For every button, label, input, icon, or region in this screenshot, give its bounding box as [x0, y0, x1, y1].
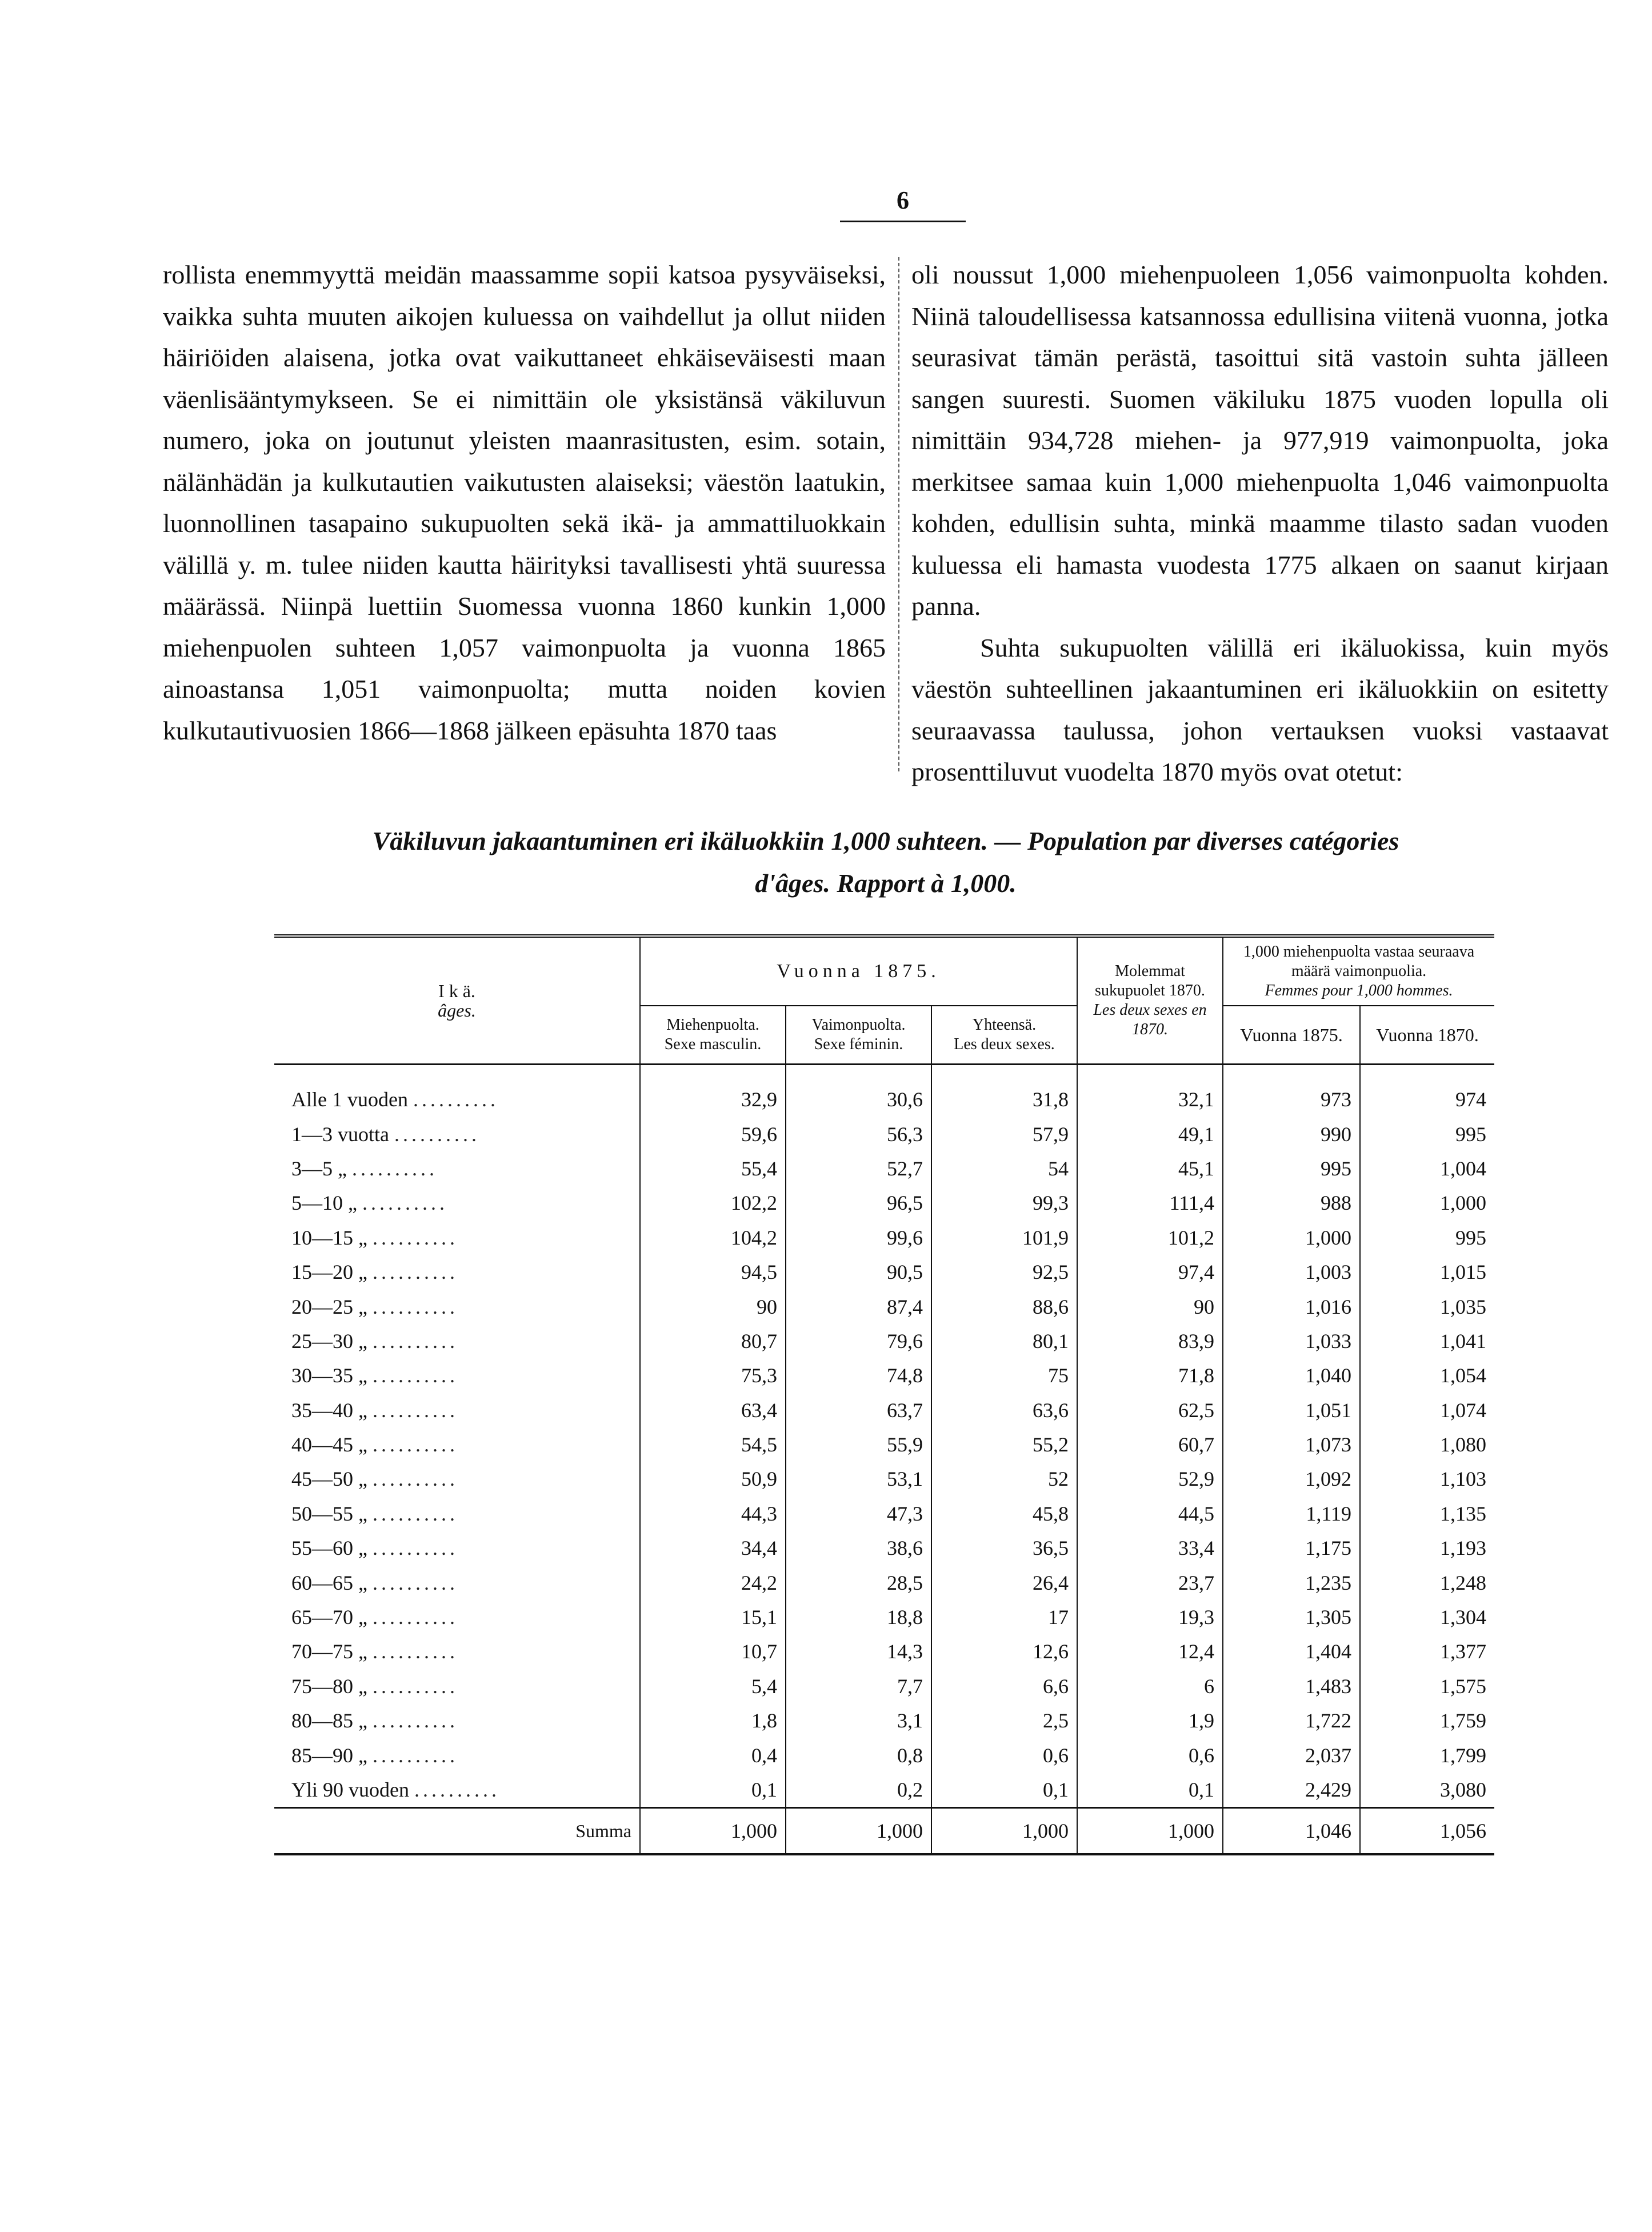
- value-cell-r1870: 1,004: [1360, 1151, 1494, 1186]
- value-cell-both1870: 44,5: [1077, 1497, 1223, 1531]
- value-cell-female: 28,5: [786, 1565, 931, 1599]
- value-cell-both1870: 19,3: [1077, 1600, 1223, 1634]
- value-cell-r1870: 995: [1360, 1117, 1494, 1151]
- right-paragraph-1: oli noussut 1,000 miehenpuoleen 1,056 vaimonpuolta kohden. Niinä taloudellisessa katsannossa edullisina viitenä vuonna, jotka seurasivat tämän perästä, tasoittui sitä vastoin suhta jälleen sangen suuresti. Suomen väkiluku 1875 vuoden lopulla oli nimittäin 934,728 miehen- ja 977,919 vaimonpuolta, joka merkitsee samaa kuin 1,000 miehenpuolta 1,046 vaimonpuolta kohden, edullisin suhta, minkä maamme tilasto sadan vuoden kuluessa eli hamasta vuodesta 1775 alkaen on saanut kirjaan panna.: [911, 260, 1609, 621]
- value-cell-both1870: 23,7: [1077, 1565, 1223, 1599]
- value-cell-female: 7,7: [786, 1669, 931, 1703]
- value-cell-r1875: 1,016: [1223, 1289, 1360, 1323]
- age-label: 5—10 „: [291, 1191, 357, 1215]
- value-cell-both1870: 32,1: [1077, 1065, 1223, 1117]
- leader-dots: ..........: [372, 1226, 458, 1249]
- value-cell-male: 0,4: [640, 1738, 786, 1772]
- age-label: 40—45 „: [291, 1433, 367, 1457]
- age-label: 75—80 „: [291, 1674, 367, 1698]
- table-row: [274, 1427, 1494, 1462]
- value-cell-female: 30,6: [786, 1065, 931, 1117]
- value-cell-total: 0,6: [931, 1738, 1077, 1772]
- value-cell-male: 1,8: [640, 1703, 786, 1738]
- age-label: 85—90 „: [291, 1743, 367, 1767]
- value-cell-r1875: 1,404: [1223, 1634, 1360, 1669]
- leader-dots: ..........: [372, 1502, 458, 1525]
- leader-dots: ..........: [372, 1640, 458, 1663]
- value-cell-total: 75: [931, 1358, 1077, 1393]
- value-cell-r1875: 1,051: [1223, 1393, 1360, 1427]
- header-row-1: [274, 938, 1494, 1006]
- value-cell-r1875: 1,040: [1223, 1358, 1360, 1393]
- value-cell-both1870: 101,2: [1077, 1221, 1223, 1255]
- value-cell-total: 55,2: [931, 1427, 1077, 1462]
- value-cell-both1870: 0,6: [1077, 1738, 1223, 1772]
- stats-table: [274, 938, 1494, 1853]
- age-label: 30—35 „: [291, 1364, 367, 1387]
- age-label: Yli 90 vuoden: [291, 1778, 409, 1801]
- value-cell-male: 104,2: [640, 1221, 786, 1255]
- table-row: [274, 1773, 1494, 1808]
- table-row: [274, 1186, 1494, 1220]
- leader-dots: ..........: [372, 1364, 458, 1387]
- sum-cell-female: 1,000: [786, 1808, 931, 1854]
- sum-label: Summa: [274, 1808, 640, 1854]
- value-cell-female: 38,6: [786, 1531, 931, 1565]
- value-cell-r1875: 1,305: [1223, 1600, 1360, 1634]
- age-label: 15—20 „: [291, 1261, 367, 1284]
- value-cell-total: 2,5: [931, 1703, 1077, 1738]
- age-label: 10—15 „: [291, 1226, 367, 1249]
- value-cell-male: 80,7: [640, 1324, 786, 1358]
- leader-dots: ..........: [372, 1295, 458, 1318]
- age-distribution-table: [274, 934, 1494, 1855]
- value-cell-male: 44,3: [640, 1497, 786, 1531]
- leader-dots: ..........: [372, 1329, 458, 1353]
- value-cell-r1875: 990: [1223, 1117, 1360, 1151]
- table-row: [274, 1634, 1494, 1669]
- value-cell-both1870: 83,9: [1077, 1324, 1223, 1358]
- leader-dots: ..........: [351, 1157, 438, 1180]
- value-cell-both1870: 1,9: [1077, 1703, 1223, 1738]
- age-cell: [274, 1186, 640, 1220]
- age-label: 20—25 „: [291, 1295, 367, 1318]
- value-cell-r1875: 995: [1223, 1151, 1360, 1186]
- age-label: 3—5 „: [291, 1157, 347, 1180]
- value-cell-both1870: 111,4: [1077, 1186, 1223, 1220]
- value-cell-r1875: 1,000: [1223, 1221, 1360, 1255]
- age-cell: [274, 1117, 640, 1151]
- value-cell-both1870: 97,4: [1077, 1255, 1223, 1289]
- age-cell: [274, 1565, 640, 1599]
- value-cell-female: 79,6: [786, 1324, 931, 1358]
- table-body: [274, 1065, 1494, 1854]
- age-cell: [274, 1358, 640, 1393]
- value-cell-male: 55,4: [640, 1151, 786, 1186]
- value-cell-male: 75,3: [640, 1358, 786, 1393]
- table-row: [274, 1255, 1494, 1289]
- age-cell: [274, 1393, 640, 1427]
- age-label: 60—65 „: [291, 1571, 367, 1594]
- value-cell-female: 90,5: [786, 1255, 931, 1289]
- value-cell-r1875: 1,722: [1223, 1703, 1360, 1738]
- age-label: Alle 1 vuoden: [291, 1088, 408, 1111]
- right-paragraph-2: Suhta sukupuolten välillä eri ikäluokissa, kuin myös väestön suhteellinen jakaantuminen eri ikäluokkiin on esitetty seuraavassa taulussa, johon vertauksen vuoksi vastaavat prosenttiluvut vuodelta 1870 myös ovat otetut:: [911, 633, 1609, 786]
- age-label: 70—75 „: [291, 1640, 367, 1663]
- table-row: [274, 1600, 1494, 1634]
- leader-dots: ..........: [372, 1433, 458, 1457]
- value-cell-female: 18,8: [786, 1600, 931, 1634]
- value-cell-r1875: 973: [1223, 1065, 1360, 1117]
- value-cell-total: 80,1: [931, 1324, 1077, 1358]
- header-ratio: 1,000 miehenpuolta vastaa seuraava määrä vaimonpuolia. Femmes pour 1,000 hommes.: [1223, 938, 1494, 1006]
- value-cell-r1870: 1,103: [1360, 1462, 1494, 1496]
- table-row: [274, 1289, 1494, 1323]
- value-cell-r1875: 988: [1223, 1186, 1360, 1220]
- header-ratio-1875: Vuonna 1875.: [1223, 1006, 1360, 1065]
- value-cell-male: 10,7: [640, 1634, 786, 1669]
- leader-dots: ..........: [372, 1467, 458, 1491]
- value-cell-r1870: 1,193: [1360, 1531, 1494, 1565]
- value-cell-male: 90: [640, 1289, 786, 1323]
- leader-dots: ..........: [372, 1398, 458, 1422]
- header-ratio-1870: Vuonna 1870.: [1360, 1006, 1494, 1065]
- leader-dots: ..........: [372, 1743, 458, 1767]
- value-cell-total: 17: [931, 1600, 1077, 1634]
- left-paragraph: rollista enemmyyttä meidän maassamme sopii katsoa pysyväiseksi, vaikka suhta muuten aikojen kuluessa on vaihdellut ja ollut niiden häiriöiden alaisena, jotka ovat vaikuttaneet ehkäiseväisesti maan väenlisääntymykseen. Se ei nimittäin ole yksistänsä väkiluvun numero, joka on joutunut yleisten maanrasitusten, esim. sotain, nälänhädän ja kulkutautien vaikutusten alaiseksi; väestön laatukin, luonnollinen tasapaino sukupuolten sekä ikä- ja ammattiluokkain välillä y. m. tulee niiden kautta häirityksi tavallisesti yhtä suuressa määrässä. Niinpä luettiin Suomessa vuonna 1860 kunkin 1,000 miehenpuolen suhteen 1,057 vaimonpuolta ja vuonna 1865 ainoastansa 1,051 vaimonpuolta; mutta noiden kovien kulkutautivuosien 1866—1868 jälkeen epäsuhta 1870 taas: [163, 260, 886, 745]
- value-cell-total: 12,6: [931, 1634, 1077, 1669]
- value-cell-female: 0,2: [786, 1773, 931, 1808]
- value-cell-both1870: 71,8: [1077, 1358, 1223, 1393]
- value-cell-r1870: 1,304: [1360, 1600, 1494, 1634]
- age-label: 65—70 „: [291, 1606, 367, 1629]
- leader-dots: ..........: [372, 1674, 458, 1698]
- age-cell: [274, 1289, 640, 1323]
- value-cell-total: 6,6: [931, 1669, 1077, 1703]
- value-cell-female: 47,3: [786, 1497, 931, 1531]
- value-cell-female: 99,6: [786, 1221, 931, 1255]
- table-row: [274, 1151, 1494, 1186]
- sum-row: [274, 1808, 1494, 1854]
- value-cell-both1870: 45,1: [1077, 1151, 1223, 1186]
- age-cell: [274, 1324, 640, 1358]
- value-cell-female: 53,1: [786, 1462, 931, 1496]
- value-cell-r1870: 995: [1360, 1221, 1494, 1255]
- age-label: 45—50 „: [291, 1467, 367, 1491]
- value-cell-total: 57,9: [931, 1117, 1077, 1151]
- value-cell-r1870: 1,080: [1360, 1427, 1494, 1462]
- value-cell-female: 74,8: [786, 1358, 931, 1393]
- age-label: 50—55 „: [291, 1502, 367, 1525]
- table-row: [274, 1393, 1494, 1427]
- value-cell-total: 63,6: [931, 1393, 1077, 1427]
- value-cell-r1875: 1,003: [1223, 1255, 1360, 1289]
- table-row: [274, 1497, 1494, 1531]
- value-cell-total: 26,4: [931, 1565, 1077, 1599]
- value-cell-male: 32,9: [640, 1065, 786, 1117]
- value-cell-both1870: 12,4: [1077, 1634, 1223, 1669]
- value-cell-male: 54,5: [640, 1427, 786, 1462]
- leader-dots: ..........: [372, 1537, 458, 1560]
- value-cell-r1870: 974: [1360, 1065, 1494, 1117]
- value-cell-both1870: 60,7: [1077, 1427, 1223, 1462]
- age-label: 25—30 „: [291, 1329, 367, 1353]
- value-cell-both1870: 33,4: [1077, 1531, 1223, 1565]
- table-row: [274, 1358, 1494, 1393]
- value-cell-female: 0,8: [786, 1738, 931, 1772]
- table-row: [274, 1669, 1494, 1703]
- header-both-1870: Molemmat sukupuolet 1870. Les deux sexes en 1870.: [1077, 938, 1223, 1065]
- value-cell-r1875: 1,092: [1223, 1462, 1360, 1496]
- value-cell-total: 101,9: [931, 1221, 1077, 1255]
- age-cell: [274, 1634, 640, 1669]
- table-row: [274, 1462, 1494, 1496]
- table-caption: [163, 820, 1609, 905]
- value-cell-total: 45,8: [931, 1497, 1077, 1531]
- age-cell: [274, 1738, 640, 1772]
- value-cell-total: 52: [931, 1462, 1077, 1496]
- value-cell-both1870: 62,5: [1077, 1393, 1223, 1427]
- value-cell-male: 50,9: [640, 1462, 786, 1496]
- leader-dots: ..........: [414, 1778, 500, 1801]
- leader-dots: ..........: [394, 1122, 480, 1146]
- value-cell-r1875: 1,073: [1223, 1427, 1360, 1462]
- value-cell-male: 24,2: [640, 1565, 786, 1599]
- age-cell: [274, 1151, 640, 1186]
- value-cell-r1870: 1,054: [1360, 1358, 1494, 1393]
- value-cell-female: 56,3: [786, 1117, 931, 1151]
- age-label: 35—40 „: [291, 1398, 367, 1422]
- age-cell: [274, 1497, 640, 1531]
- value-cell-male: 15,1: [640, 1600, 786, 1634]
- value-cell-male: 5,4: [640, 1669, 786, 1703]
- value-cell-r1875: 1,033: [1223, 1324, 1360, 1358]
- value-cell-female: 55,9: [786, 1427, 931, 1462]
- age-cell: [274, 1255, 640, 1289]
- value-cell-male: 94,5: [640, 1255, 786, 1289]
- header-total: Yhteensä. Les deux sexes.: [931, 1006, 1077, 1065]
- leader-dots: ..........: [372, 1261, 458, 1284]
- value-cell-both1870: 49,1: [1077, 1117, 1223, 1151]
- value-cell-total: 31,8: [931, 1065, 1077, 1117]
- value-cell-total: 54: [931, 1151, 1077, 1186]
- value-cell-total: 0,1: [931, 1773, 1077, 1808]
- value-cell-total: 88,6: [931, 1289, 1077, 1323]
- age-cell: [274, 1600, 640, 1634]
- value-cell-r1875: 1,483: [1223, 1669, 1360, 1703]
- age-cell: [274, 1462, 640, 1496]
- value-cell-both1870: 52,9: [1077, 1462, 1223, 1496]
- value-cell-male: 0,1: [640, 1773, 786, 1808]
- leader-dots: ..........: [372, 1606, 458, 1629]
- value-cell-r1870: 1,135: [1360, 1497, 1494, 1531]
- value-cell-r1875: 1,175: [1223, 1531, 1360, 1565]
- value-cell-female: 3,1: [786, 1703, 931, 1738]
- value-cell-r1870: 1,041: [1360, 1324, 1494, 1358]
- value-cell-male: 34,4: [640, 1531, 786, 1565]
- sum-cell-r1875: 1,046: [1223, 1808, 1360, 1854]
- sum-cell-male: 1,000: [640, 1808, 786, 1854]
- value-cell-both1870: 90: [1077, 1289, 1223, 1323]
- header-female: Vaimonpuolta. Sexe féminin.: [786, 1006, 931, 1065]
- value-cell-female: 87,4: [786, 1289, 931, 1323]
- value-cell-both1870: 6: [1077, 1669, 1223, 1703]
- caption-line-1: Väkiluvun jakaantuminen eri ikäluokkiin 1,000 suhteen. — Population par diverses catégories: [372, 826, 1399, 855]
- page-number: 6: [840, 186, 966, 222]
- value-cell-r1870: 1,575: [1360, 1669, 1494, 1703]
- age-cell: [274, 1221, 640, 1255]
- age-label: 55—60 „: [291, 1537, 367, 1560]
- sum-cell-r1870: 1,056: [1360, 1808, 1494, 1854]
- table-row: [274, 1738, 1494, 1772]
- table-row: [274, 1565, 1494, 1599]
- value-cell-total: 92,5: [931, 1255, 1077, 1289]
- table-row: [274, 1324, 1494, 1358]
- age-cell: [274, 1531, 640, 1565]
- value-cell-male: 63,4: [640, 1393, 786, 1427]
- value-cell-r1875: 2,037: [1223, 1738, 1360, 1772]
- value-cell-female: 52,7: [786, 1151, 931, 1186]
- sum-cell-both1870: 1,000: [1077, 1808, 1223, 1854]
- value-cell-total: 36,5: [931, 1531, 1077, 1565]
- value-cell-r1870: 1,377: [1360, 1634, 1494, 1669]
- table-row: [274, 1065, 1494, 1117]
- value-cell-female: 96,5: [786, 1186, 931, 1220]
- column-divider: [898, 257, 899, 771]
- header-year-1875: Vuonna 1875.: [640, 938, 1077, 1006]
- value-cell-female: 63,7: [786, 1393, 931, 1427]
- value-cell-r1870: 1,799: [1360, 1738, 1494, 1772]
- value-cell-male: 102,2: [640, 1186, 786, 1220]
- value-cell-r1870: 1,015: [1360, 1255, 1494, 1289]
- value-cell-total: 99,3: [931, 1186, 1077, 1220]
- header-age: I k ä. âges.: [274, 938, 640, 1065]
- table-row: [274, 1703, 1494, 1738]
- age-cell: [274, 1669, 640, 1703]
- value-cell-r1870: 1,248: [1360, 1565, 1494, 1599]
- age-cell: [274, 1773, 640, 1808]
- value-cell-r1870: 3,080: [1360, 1773, 1494, 1808]
- value-cell-r1875: 1,235: [1223, 1565, 1360, 1599]
- table-row: [274, 1531, 1494, 1565]
- value-cell-r1875: 2,429: [1223, 1773, 1360, 1808]
- value-cell-r1870: 1,035: [1360, 1289, 1494, 1323]
- table-row: [274, 1117, 1494, 1151]
- header-male: Miehenpuolta. Sexe masculin.: [640, 1006, 786, 1065]
- table-row: [274, 1221, 1494, 1255]
- value-cell-r1875: 1,119: [1223, 1497, 1360, 1531]
- age-cell: [274, 1703, 640, 1738]
- sum-cell-total: 1,000: [931, 1808, 1077, 1854]
- value-cell-female: 14,3: [786, 1634, 931, 1669]
- leader-dots: ..........: [362, 1191, 448, 1215]
- value-cell-male: 59,6: [640, 1117, 786, 1151]
- left-text-column: [163, 254, 886, 751]
- leader-dots: ..........: [372, 1571, 458, 1594]
- right-text-column: [911, 254, 1609, 793]
- caption-line-2: d'âges. Rapport à 1,000.: [755, 869, 1017, 898]
- age-cell: [274, 1427, 640, 1462]
- age-label: 1—3 vuotta: [291, 1122, 389, 1146]
- leader-dots: ..........: [372, 1709, 458, 1733]
- age-cell: [274, 1065, 640, 1117]
- age-label: 80—85 „: [291, 1709, 367, 1733]
- value-cell-r1870: 1,074: [1360, 1393, 1494, 1427]
- value-cell-r1870: 1,000: [1360, 1186, 1494, 1220]
- leader-dots: ..........: [413, 1088, 499, 1111]
- value-cell-r1870: 1,759: [1360, 1703, 1494, 1738]
- value-cell-both1870: 0,1: [1077, 1773, 1223, 1808]
